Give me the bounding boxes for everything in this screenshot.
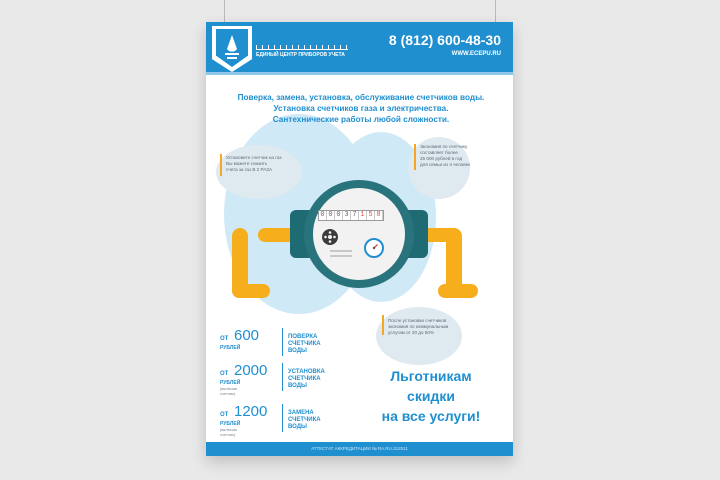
price-note: (включая счетчик)	[220, 386, 237, 396]
promo-text	[356, 366, 506, 426]
pipe-right-foot	[438, 284, 478, 298]
service-line: ЗАМЕНА	[288, 410, 314, 416]
meter-label-line	[330, 255, 352, 257]
service-line: ПОВЕРКА	[288, 334, 318, 340]
hanging-wire-right	[495, 0, 496, 24]
price-divider	[282, 363, 283, 391]
price-currency: РУБЛЕЙ	[220, 345, 241, 351]
header-strip	[206, 72, 513, 75]
info-bubble-bottom	[376, 307, 462, 365]
note-line: После установки счетчиков	[388, 318, 447, 323]
price-divider	[282, 404, 283, 432]
counter-digit: 1	[359, 211, 367, 220]
headline-line: Поверка, замена, установка, обслуживание счетчиков воды.	[237, 93, 485, 102]
meter-gauge-icon	[364, 238, 384, 258]
price-amount: 1200	[234, 403, 268, 420]
note-gas-savings	[226, 155, 281, 173]
meter-label-line	[330, 250, 352, 252]
price-amount: 600	[234, 327, 260, 344]
price-service	[288, 369, 325, 390]
note-line: Установите счетчик на газ	[226, 155, 282, 160]
logo	[212, 26, 252, 72]
price-from: ОТ	[220, 412, 229, 418]
note-line: 25 000 рублей в год	[420, 156, 463, 161]
note-line: счета за газ В 2 РАЗА	[226, 167, 273, 172]
note-line: составляет более	[420, 150, 458, 155]
price-amount: 2000	[234, 362, 268, 379]
accent-bar	[414, 144, 416, 170]
service-line: СЧЕТЧИКА ВОДЫ	[288, 417, 321, 430]
water-drop-logo-icon	[216, 29, 248, 67]
headline-line: Установка счетчиков газа и электричества.	[273, 104, 449, 113]
org-name: ЕДИНЫЙ ЦЕНТР ПРИБОРОВ УЧЕТА	[256, 52, 345, 58]
price-service	[288, 410, 321, 431]
pipe-left-foot	[232, 284, 270, 298]
hanging-wire-left	[224, 0, 225, 24]
headline	[220, 92, 502, 125]
website-link[interactable]: WWW.ECEPU.RU	[451, 51, 501, 57]
poster-footer	[206, 442, 513, 456]
poster	[206, 22, 513, 456]
counter-digit: 0	[327, 211, 335, 220]
promo-line: Льготникам	[390, 368, 472, 384]
counter-digit: 0	[319, 211, 327, 220]
counter-digit: 5	[367, 211, 375, 220]
accreditation-text: АТТЕСТАТ АККРЕДИТАЦИИ № RA.RU.312511	[311, 446, 408, 451]
counter-digit: 3	[343, 211, 351, 220]
counter-digit: 8	[375, 211, 383, 220]
price-note: (включая счетчик)	[220, 427, 237, 437]
promo-line: скидки	[407, 388, 455, 404]
note-line: экономия по коммунальным	[388, 324, 449, 329]
accent-bar	[382, 315, 384, 335]
meter-wheel-icon	[322, 229, 338, 245]
promo-line: на все услуги!	[381, 408, 481, 424]
service-line: СЧЕТЧИКА ВОДЫ	[288, 376, 321, 389]
counter-digit: 0	[335, 211, 343, 220]
poster-header	[206, 22, 513, 72]
note-line: Вы можете снизить	[226, 161, 268, 166]
service-line: УСТАНОВКА	[288, 369, 325, 375]
accent-bar	[220, 154, 222, 176]
note-utility-savings	[388, 318, 448, 336]
price-currency: РУБЛЕЙ	[220, 380, 241, 386]
price-from: ОТ	[220, 371, 229, 377]
counter-digit: 7	[351, 211, 359, 220]
price-divider	[282, 328, 283, 356]
price-from: ОТ	[220, 336, 229, 342]
price-service	[288, 334, 321, 355]
note-water-savings	[420, 144, 470, 168]
service-line: СЧЕТЧИКА ВОДЫ	[288, 341, 321, 354]
price-currency: РУБЛЕЙ	[220, 421, 241, 427]
headline-line: Сантехнические работы любой сложности.	[272, 115, 450, 124]
note-line: для семьи из 4 человек	[420, 162, 471, 167]
meter-counter	[318, 210, 384, 221]
org-ruler-decoration	[256, 40, 348, 50]
note-line: Экономия по счетчику	[420, 144, 468, 149]
note-line: услугам от 30 до 50%	[388, 330, 435, 335]
phone-number[interactable]: 8 (812) 600-48-30	[388, 32, 501, 48]
